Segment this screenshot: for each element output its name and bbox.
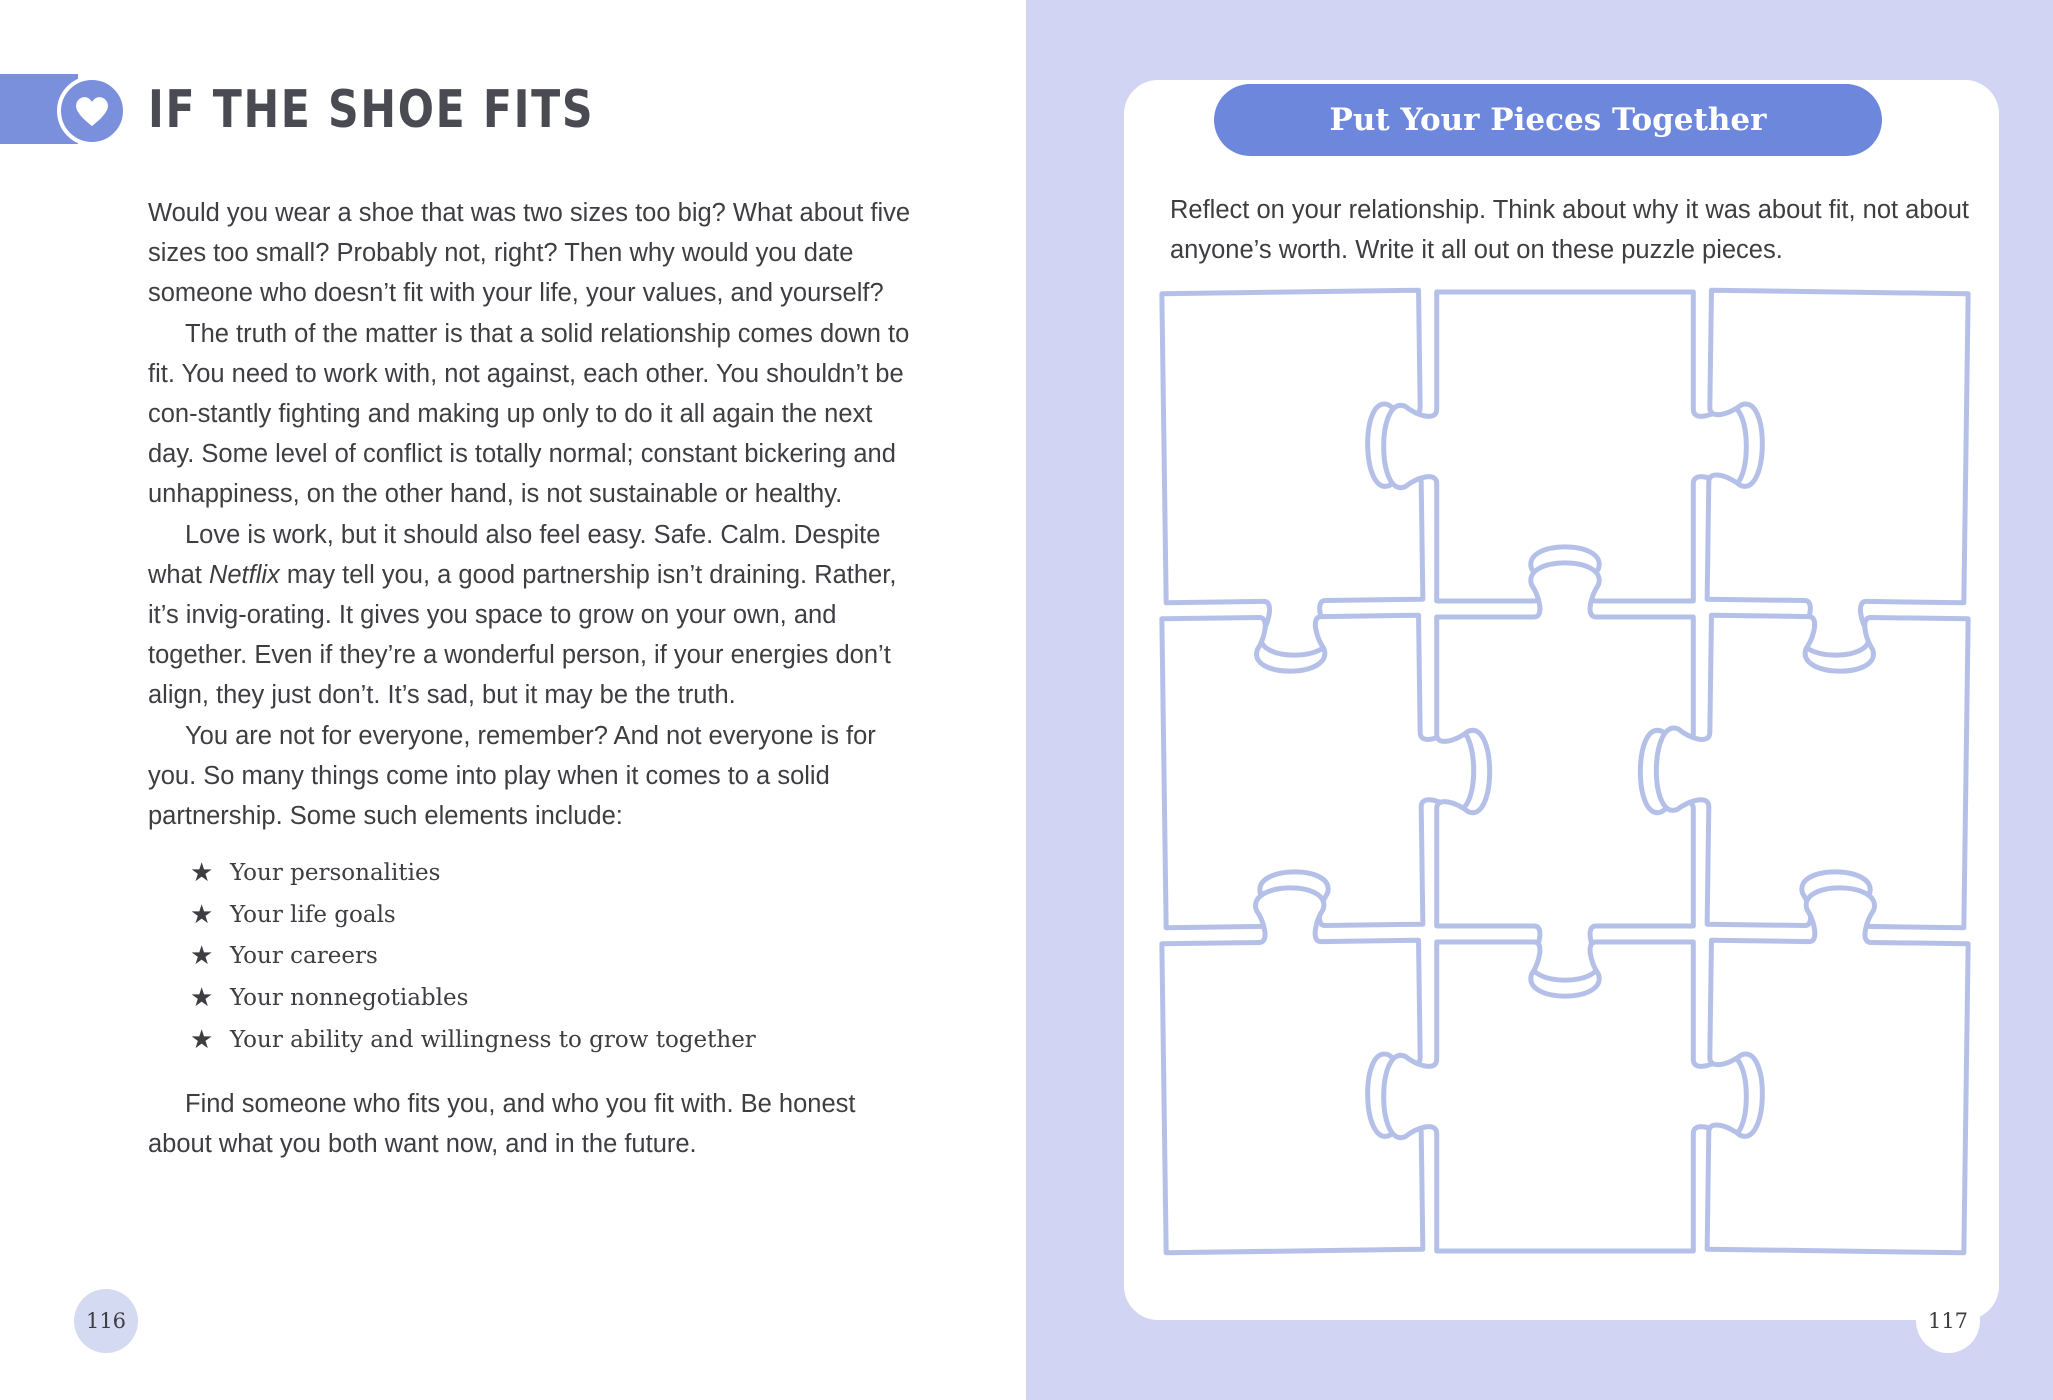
puzzle-piece	[1162, 290, 1424, 657]
list-item	[190, 936, 756, 978]
star-icon: ★	[190, 899, 214, 930]
list-item	[190, 852, 756, 894]
bullet-list	[190, 852, 756, 1061]
list-item	[190, 977, 756, 1019]
heart-badge	[57, 76, 127, 146]
list-item-text: Your nonnegotiables	[230, 985, 469, 1012]
list-item-text: Your life goals	[230, 901, 396, 928]
puzzle-piece	[1162, 614, 1476, 927]
list-item-text: Your careers	[230, 943, 378, 970]
list-item-text: Your ability and willingness to grow together	[230, 1027, 756, 1054]
paragraph-3	[148, 515, 918, 716]
paragraph-1: Would you wear a shoe that was two sizes too big? What about five sizes too small? Probably not, right? Then why would you date someone who doesn’t fit with your life, your values, and yourself?	[148, 199, 911, 308]
netflix-italic: Netflix	[208, 560, 280, 589]
puzzle-piece	[1161, 886, 1423, 1253]
puzzle-grid	[1155, 283, 1975, 1263]
body-text	[148, 193, 918, 836]
paragraph-2: The truth of the matter is that a solid relationship comes down to fit. You need to work with, not against, each other. You shouldn’t be con-stantly fighting and making up only to do it all again the next day. Some level of conflict is totally normal; constant bickering and unhappiness, on the other hand, is not sustainable or healthy.	[148, 319, 910, 509]
closing-paragraph: Find someone who fits you, and who you fit with. Be honest about what you both want now, and in the future.	[148, 1090, 856, 1159]
section-title: IF THE SHOE FITS	[148, 80, 595, 140]
puzzle-piece	[1384, 292, 1747, 601]
list-item	[190, 894, 756, 936]
page-number-right: 117	[1916, 1289, 1980, 1353]
activity-instructions: Reflect on your relationship. Think about why it was about fit, not about anyone’s worth. Write it all out on these puzzle pieces.	[1170, 196, 1969, 265]
heart-icon	[74, 94, 110, 128]
star-icon: ★	[190, 941, 214, 972]
puzzle-piece	[1654, 614, 1968, 927]
paragraph-3-end: may tell you, a good partnership isn’t draining. Rather, it’s invig-orating. It gives you space to grow on your own, and together. Even if they’re a wonderful person, if your energies don’t align, they just don’t. It’s sad, but it may be the truth.	[148, 560, 897, 710]
activity-banner: Put Your Pieces Together	[1214, 84, 1882, 156]
puzzle-piece	[1384, 942, 1747, 1251]
left-page	[0, 0, 1026, 1400]
list-item-text: Your personalities	[230, 859, 441, 886]
page-number-left: 116	[74, 1289, 138, 1353]
star-icon: ★	[190, 983, 214, 1014]
right-page	[1026, 0, 2053, 1400]
star-icon: ★	[190, 857, 214, 888]
star-icon: ★	[190, 1025, 214, 1056]
puzzle-piece	[1706, 290, 1968, 657]
list-item	[190, 1019, 756, 1061]
puzzle-piece	[1707, 886, 1969, 1253]
paragraph-4: You are not for everyone, remember? And not everyone is for you. So many things come into play when it comes to a solid partnership. Some such elements include:	[148, 721, 876, 831]
paragraph-3-start: Love is work, but it should also feel easy. Safe. Calm. Despite what	[148, 520, 881, 589]
